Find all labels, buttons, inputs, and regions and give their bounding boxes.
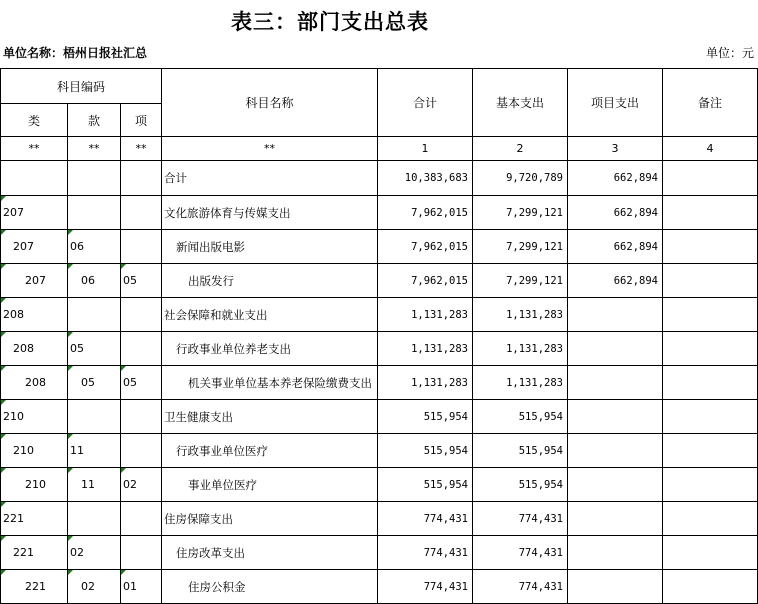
index-basic: 2 (473, 137, 568, 161)
cell-kuan: 11 (68, 434, 121, 468)
cell-total: 515,954 (378, 434, 473, 468)
cell-project: 662,894 (568, 196, 663, 230)
cell-basic: 1,131,283 (473, 332, 568, 366)
cell-remark (663, 570, 758, 604)
cell-basic: 774,431 (473, 570, 568, 604)
cell-lei: 208 (1, 332, 68, 366)
table-row (1, 468, 758, 502)
cell-basic: 515,954 (473, 400, 568, 434)
unit-name-label: 单位名称：梧州日报社汇总 (3, 46, 148, 60)
cell-name: 新闻出版电影 (162, 230, 378, 264)
header-name: 科目名称 (162, 69, 378, 137)
cell-remark (663, 196, 758, 230)
cell-xiang (121, 434, 162, 468)
cell-kuan: 11 (68, 468, 121, 502)
cell-name: 卫生健康支出 (162, 400, 378, 434)
currency-unit-label: 单位：元 (705, 46, 754, 60)
cell-remark (663, 468, 758, 502)
cell-lei: 208 (1, 366, 68, 400)
cell-remark (663, 536, 758, 570)
cell-name: 事业单位医疗 (162, 468, 378, 502)
header-remark: 备注 (663, 69, 758, 137)
cell-basic: 7,299,121 (473, 196, 568, 230)
table-row (1, 161, 758, 196)
cell-basic: 1,131,283 (473, 366, 568, 400)
index-row (1, 137, 758, 161)
header-total: 合计 (378, 69, 473, 137)
table-row (1, 264, 758, 298)
cell-xiang (121, 400, 162, 434)
cell-project (568, 400, 663, 434)
cell-basic: 1,131,283 (473, 298, 568, 332)
cell-xiang: 05 (121, 264, 162, 298)
cell-remark (663, 434, 758, 468)
cell-lei: 207 (1, 230, 68, 264)
index-lei: ** (1, 137, 68, 161)
cell-basic: 9,720,789 (473, 161, 568, 196)
cell-lei: 210 (1, 434, 68, 468)
table-row (1, 400, 758, 434)
cell-xiang (121, 298, 162, 332)
cell-basic: 515,954 (473, 434, 568, 468)
cell-total: 10,383,683 (378, 161, 473, 196)
cell-name: 文化旅游体育与传媒支出 (162, 196, 378, 230)
index-project: 3 (568, 137, 663, 161)
cell-project (568, 298, 663, 332)
cell-basic: 774,431 (473, 536, 568, 570)
cell-total: 1,131,283 (378, 332, 473, 366)
cell-xiang (121, 161, 162, 196)
table-row (1, 570, 758, 604)
cell-lei: 207 (1, 196, 68, 230)
cell-project: 662,894 (568, 264, 663, 298)
table-row (1, 502, 758, 536)
header-xiang: 项 (121, 104, 162, 137)
cell-xiang (121, 230, 162, 264)
cell-project (568, 502, 663, 536)
cell-xiang (121, 536, 162, 570)
cell-lei: 221 (1, 570, 68, 604)
cell-kuan (68, 400, 121, 434)
cell-total: 774,431 (378, 570, 473, 604)
cell-xiang: 02 (121, 468, 162, 502)
index-xiang: ** (121, 137, 162, 161)
table-row (1, 298, 758, 332)
cell-xiang (121, 332, 162, 366)
table-row (1, 230, 758, 264)
cell-project (568, 468, 663, 502)
cell-lei: 210 (1, 468, 68, 502)
cell-remark (663, 332, 758, 366)
cell-kuan (68, 298, 121, 332)
cell-kuan: 05 (68, 332, 121, 366)
cell-total: 1,131,283 (378, 366, 473, 400)
expenditure-table (0, 68, 758, 604)
cell-name: 行政事业单位医疗 (162, 434, 378, 468)
cell-lei: 221 (1, 502, 68, 536)
cell-kuan: 05 (68, 366, 121, 400)
cell-kuan (68, 161, 121, 196)
cell-total: 774,431 (378, 502, 473, 536)
page-title: 表三：部门支出总表 (231, 10, 429, 34)
cell-total: 515,954 (378, 400, 473, 434)
cell-remark (663, 366, 758, 400)
cell-project: 662,894 (568, 230, 663, 264)
cell-remark (663, 400, 758, 434)
cell-total: 7,962,015 (378, 230, 473, 264)
index-name: ** (162, 137, 378, 161)
cell-project (568, 434, 663, 468)
cell-lei: 210 (1, 400, 68, 434)
cell-project (568, 332, 663, 366)
header-kuan: 款 (68, 104, 121, 137)
header-lei: 类 (1, 104, 68, 137)
cell-xiang (121, 502, 162, 536)
cell-lei: 221 (1, 536, 68, 570)
cell-lei (1, 161, 68, 196)
cell-kuan (68, 502, 121, 536)
header-project: 项目支出 (568, 69, 663, 137)
cell-name: 住房保障支出 (162, 502, 378, 536)
cell-project (568, 366, 663, 400)
cell-name: 社会保障和就业支出 (162, 298, 378, 332)
cell-basic: 515,954 (473, 468, 568, 502)
cell-xiang: 05 (121, 366, 162, 400)
cell-total: 774,431 (378, 536, 473, 570)
index-kuan: ** (68, 137, 121, 161)
cell-name: 机关事业单位基本养老保险缴费支出 (162, 366, 378, 400)
cell-kuan: 06 (68, 264, 121, 298)
cell-project: 662,894 (568, 161, 663, 196)
header-code-group: 科目编码 (1, 69, 162, 104)
cell-total: 1,131,283 (378, 298, 473, 332)
table-row (1, 434, 758, 468)
cell-remark (663, 161, 758, 196)
cell-xiang: 01 (121, 570, 162, 604)
cell-kuan: 06 (68, 230, 121, 264)
cell-kuan: 02 (68, 536, 121, 570)
cell-name: 出版发行 (162, 264, 378, 298)
table-row (1, 196, 758, 230)
cell-name: 住房公积金 (162, 570, 378, 604)
cell-basic: 7,299,121 (473, 264, 568, 298)
cell-basic: 774,431 (473, 502, 568, 536)
cell-kuan: 02 (68, 570, 121, 604)
cell-project (568, 536, 663, 570)
cell-total: 7,962,015 (378, 196, 473, 230)
cell-remark (663, 264, 758, 298)
cell-xiang (121, 196, 162, 230)
header-basic: 基本支出 (473, 69, 568, 137)
cell-name: 行政事业单位养老支出 (162, 332, 378, 366)
table-row (1, 332, 758, 366)
cell-lei: 208 (1, 298, 68, 332)
table-row (1, 536, 758, 570)
cell-total: 515,954 (378, 468, 473, 502)
cell-name: 住房改革支出 (162, 536, 378, 570)
cell-project (568, 570, 663, 604)
cell-name: 合计 (162, 161, 378, 196)
index-total: 1 (378, 137, 473, 161)
cell-remark (663, 298, 758, 332)
cell-remark (663, 230, 758, 264)
table-row (1, 366, 758, 400)
cell-kuan (68, 196, 121, 230)
cell-lei: 207 (1, 264, 68, 298)
cell-basic: 7,299,121 (473, 230, 568, 264)
cell-total: 7,962,015 (378, 264, 473, 298)
index-remark: 4 (663, 137, 758, 161)
cell-remark (663, 502, 758, 536)
